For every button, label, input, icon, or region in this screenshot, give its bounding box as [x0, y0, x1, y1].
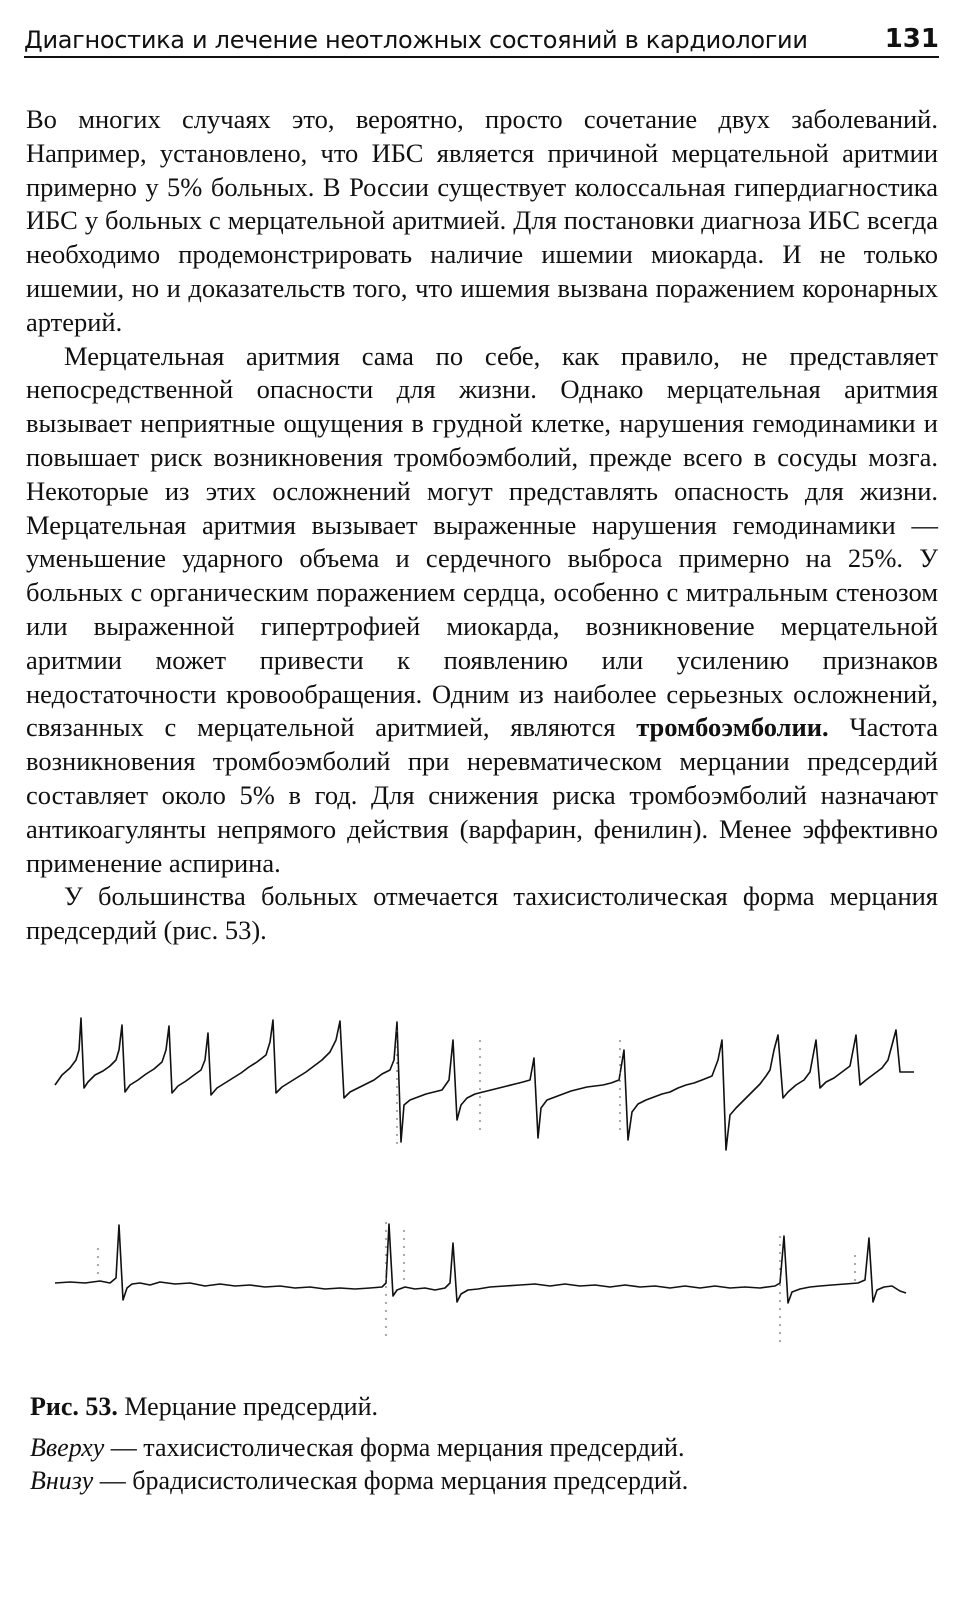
paragraph-2	[26, 340, 938, 881]
paragraph-2-text: Мерцательная аритмия сама по себе, как правило, не представляет непосредственной опасности для жизни. Однако мерцательная аритмия вызывает неприятные ощущения в грудной клетке, нарушения гемодинамики и повышает риск возникновения тромбоэмболий, прежде всего в сосуды мозга. Некоторые из этих осложнений могут представлять опасность для жизни. Мерцательная аритмия вызывает выраженные нарушения гемодинамики — уменьшение ударного объема и сердечного выброса примерно на 25%. У больных с органическим поражением сердца, особенно с митральным стенозом или выраженной гипертрофией миокарда, возникновение мерцательной аритмии может привести к появлению или усилению признаков недостаточности кровообращения. Одним из наиболее серьезных осложнений, связанных с мерцательной аритмией, являются	[26, 340, 938, 743]
figure-caption-bottom	[30, 1464, 930, 1497]
figure-top-label: Вверху	[30, 1433, 105, 1462]
figure-title: Мерцание предсердий.	[117, 1392, 378, 1421]
ecg-top-trace	[55, 1018, 914, 1150]
running-header-title: Диагностика и лечение неотложных состояний в кардиологии	[24, 26, 808, 54]
paragraph-2-tail: Частота возникновения тромбоэмболий при неревматическом мерцании предсердий составляет около 5% в год. Для снижения риска тромбоэмболий назначают антикоагулянты непрямого действия (варфарин, фенилин). Менее эффективно применение аспирина.	[26, 712, 939, 878]
figure-caption-top	[30, 1431, 930, 1464]
paragraph-3: У большинства больных отмечается тахисистолическая форма мерцания предсердий (рис. 53).	[26, 881, 938, 946]
body-text	[26, 103, 938, 948]
ecg-bottom-trace	[55, 1224, 906, 1303]
figure-caption	[30, 1390, 930, 1497]
figure-bottom-text: — брадисистолическая форма мерцания предсердий.	[93, 1466, 689, 1495]
ecg-top-grid-dots	[397, 1030, 620, 1145]
figure-caption-title	[30, 1390, 930, 1423]
figure-bottom-label: Внизу	[30, 1466, 94, 1495]
figure-top-text: — тахисистолическая форма мерцания предсердий.	[104, 1433, 685, 1462]
ecg-bottom-grid-dots	[98, 1222, 855, 1345]
paragraph-2-bold: тромбоэмболии.	[636, 712, 829, 743]
figure-label: Рис. 53.	[30, 1392, 118, 1421]
paragraph-1: Во многих случаях это, вероятно, просто сочетание двух заболеваний. Например, установлено, что ИБС является причиной мерцательной аритмии примерно у 5% больных. В России существует колоссальная гипердиагностика ИБС у больных с мерцательной аритмией. Для постановки диагноза ИБС всегда необходимо продемонстрировать наличие ишемии миокарда. И не только ишемии, но и доказательств того, что ишемия вызвана поражением коронарных артерий.	[26, 104, 938, 337]
running-header	[24, 22, 939, 58]
page-number: 131	[884, 24, 939, 54]
